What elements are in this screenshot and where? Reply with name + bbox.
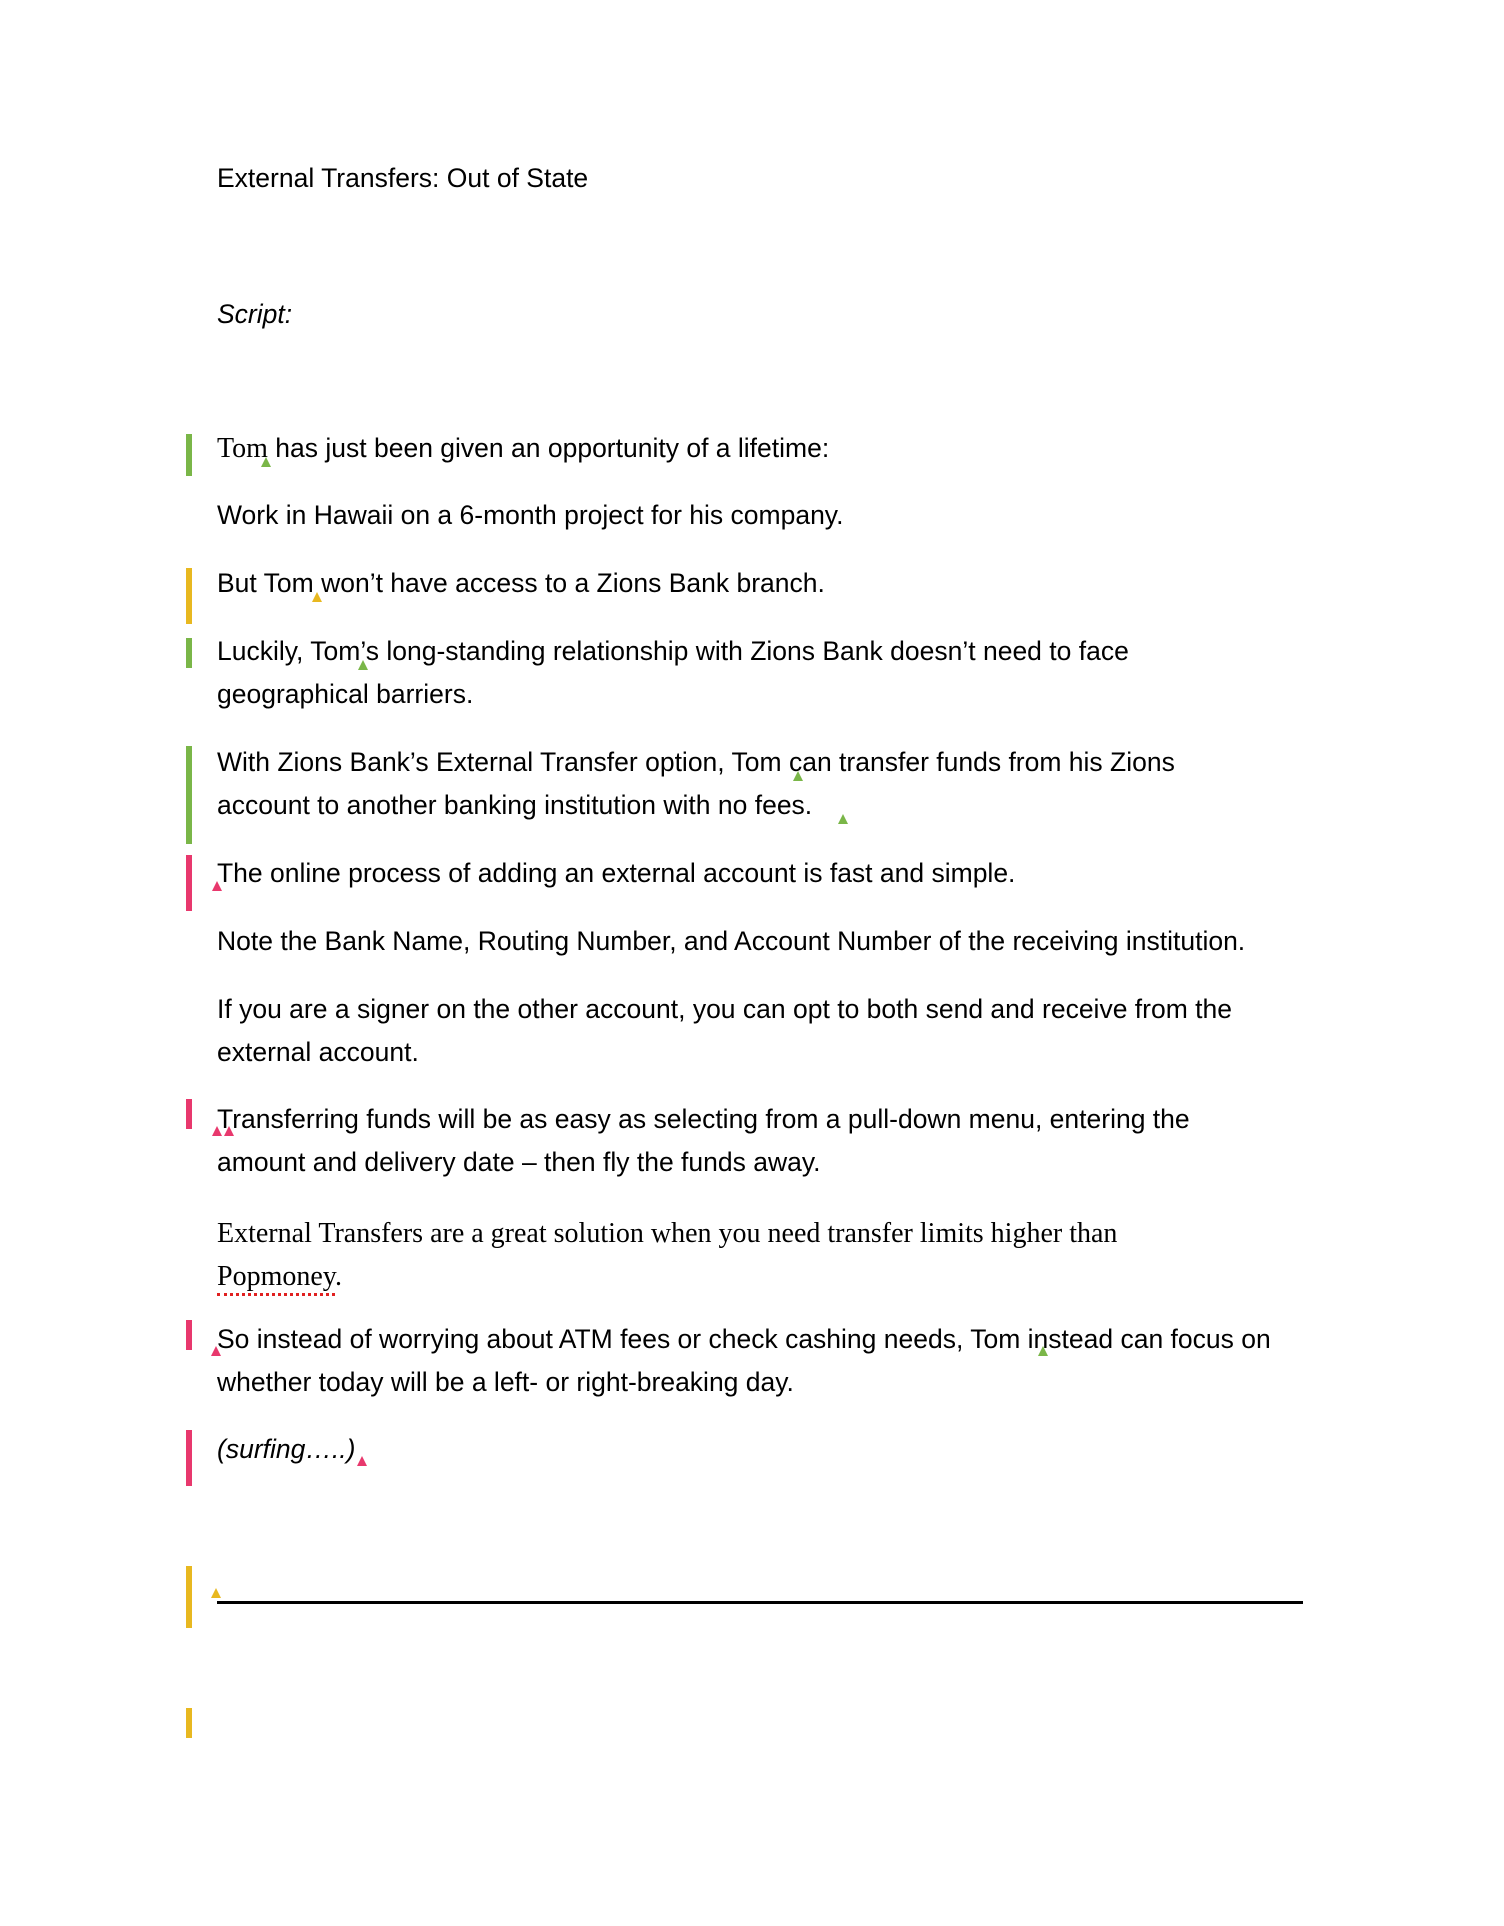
paragraph-line: External Transfers are a great solution when you need transfer limits higher than [217,1218,1118,1249]
paragraph-line [217,1256,342,1298]
script-label: Script: [217,299,293,329]
change-bar-added[interactable] [186,746,192,844]
document-title: External Transfers: Out of State [217,163,589,193]
change-marker-icon[interactable] [358,660,368,670]
change-marker-icon[interactable] [212,881,222,891]
change-marker-icon[interactable] [838,814,848,824]
change-marker-icon[interactable] [357,1456,367,1466]
change-marker-icon[interactable] [793,771,803,781]
paragraph: The online process of adding an external account is fast and simple. [217,858,1016,888]
horizontal-rule [217,1601,1303,1604]
tracked-word: Tom [217,433,268,464]
change-bar-modified[interactable] [186,1708,192,1738]
paragraph-line: geographical barriers. [217,679,474,709]
paragraph-line: If you are a signer on the other account, you can opt to both send and receive from the [217,994,1232,1024]
paragraph-line: Transferring funds will be as easy as selecting from a pull-down menu, entering the [217,1104,1190,1134]
paragraph: But Tom won’t have access to a Zions Bank branch. [217,568,825,598]
change-marker-icon[interactable] [211,1346,221,1356]
text-run: . [334,1261,342,1292]
change-bar-modified[interactable] [186,1566,192,1628]
change-bar-deleted[interactable] [186,855,192,911]
paragraph-line: With Zions Bank’s External Transfer option, Tom can transfer funds from his Zions [217,747,1175,777]
change-bar-deleted[interactable] [186,1099,192,1129]
change-marker-icon[interactable] [312,592,322,602]
change-marker-icon[interactable] [261,457,271,467]
paragraph-line: external account. [217,1037,419,1067]
change-bar-deleted[interactable] [186,1430,192,1486]
change-bar-deleted[interactable] [186,1320,192,1350]
change-marker-icon[interactable] [211,1588,221,1598]
paragraph: Work in Hawaii on a 6-month project for his company. [217,500,844,530]
paragraph: (surfing…..) [217,1434,356,1464]
paragraph-line: whether today will be a left- or right-breaking day. [217,1367,794,1397]
paragraph-line: Luckily, Tom’s long-standing relationship with Zions Bank doesn’t need to face [217,636,1129,666]
change-marker-icon[interactable] [212,1126,222,1136]
paragraph-line: So instead of worrying about ATM fees or check cashing needs, Tom instead can focus on [217,1324,1271,1354]
change-bar-added[interactable] [186,434,192,476]
paragraph-line: account to another banking institution with no fees. [217,790,813,820]
change-bar-modified[interactable] [186,568,192,624]
change-bar-added[interactable] [186,638,192,668]
spellcheck-word[interactable]: Popmoney [217,1261,335,1296]
change-marker-icon[interactable] [1038,1346,1048,1356]
change-marker-icon[interactable] [224,1126,234,1136]
paragraph-line: amount and delivery date – then fly the funds away. [217,1147,821,1177]
paragraph [217,427,829,470]
text-run: has just been given an opportunity of a lifetime: [267,433,830,463]
paragraph: Note the Bank Name, Routing Number, and Account Number of the receiving institution. [217,926,1246,956]
